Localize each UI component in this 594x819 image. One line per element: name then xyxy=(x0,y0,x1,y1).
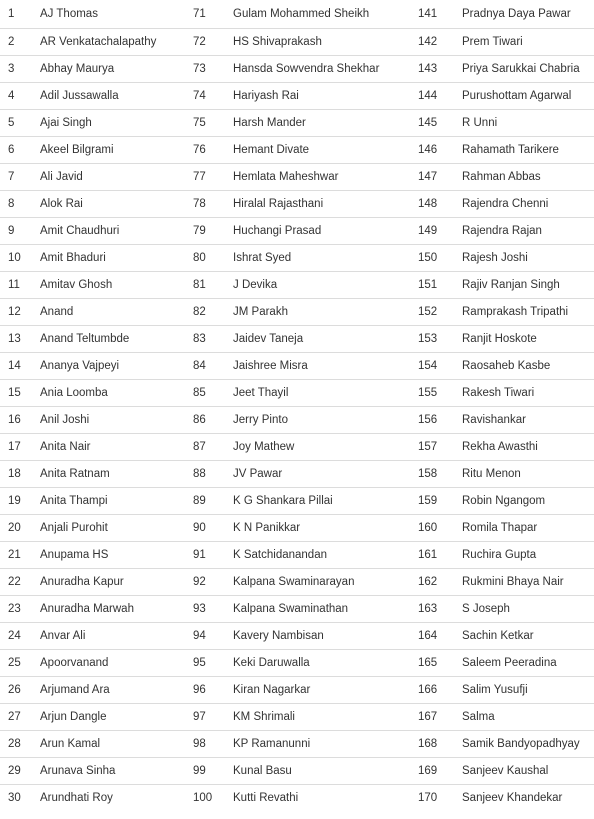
entry-name: Ramprakash Tripathi xyxy=(462,298,594,325)
entry-name: Samik Bandyopadhyay xyxy=(462,730,594,757)
entry-name: K G Shankara Pillai xyxy=(233,487,418,514)
entry-name: Kiran Nagarkar xyxy=(233,676,418,703)
entry-number: 91 xyxy=(193,541,233,568)
entry-name: Robin Ngangom xyxy=(462,487,594,514)
entry-number: 22 xyxy=(0,568,40,595)
entry-number: 154 xyxy=(418,352,462,379)
table-row xyxy=(0,541,594,568)
entry-number: 78 xyxy=(193,190,233,217)
table-row xyxy=(0,622,594,649)
entry-name: Akeel Bilgrami xyxy=(40,136,193,163)
entry-name: Rajendra Rajan xyxy=(462,217,594,244)
entry-name: Anand Teltumbde xyxy=(40,325,193,352)
table-row xyxy=(0,217,594,244)
entry-number: 71 xyxy=(193,1,233,28)
entry-number: 25 xyxy=(0,649,40,676)
entry-name: Hansda Sowvendra Shekhar xyxy=(233,55,418,82)
entry-number: 166 xyxy=(418,676,462,703)
entry-number: 94 xyxy=(193,622,233,649)
entry-name: Pradnya Daya Pawar xyxy=(462,1,594,28)
entry-name: AR Venkatachalapathy xyxy=(40,28,193,55)
entry-number: 80 xyxy=(193,244,233,271)
entry-number: 100 xyxy=(193,791,213,804)
entry-name: Rahman Abbas xyxy=(462,163,594,190)
entry-name: Kavery Nambisan xyxy=(233,622,418,649)
entry-name: JM Parakh xyxy=(233,298,418,325)
entry-number: 141 xyxy=(418,1,462,28)
entry-number: 147 xyxy=(418,163,462,190)
entry-number: 11 xyxy=(0,271,40,298)
entry-name: Prem Tiwari xyxy=(462,28,594,55)
entry-name: Hemant Divate xyxy=(233,136,418,163)
entry-name: Ravishankar xyxy=(462,406,594,433)
entry-number: 150 xyxy=(418,244,462,271)
entry-name: Salim Yusufji xyxy=(462,676,594,703)
entry-number: 155 xyxy=(418,379,462,406)
entry-number: 28 xyxy=(0,730,40,757)
entry-name: HS Shivaprakash xyxy=(233,28,418,55)
entry-name: KM Shrimali xyxy=(233,703,418,730)
entry-name: Kutti Revathi xyxy=(233,791,299,804)
table-row xyxy=(0,568,594,595)
entry-number: 158 xyxy=(418,460,462,487)
entry-name: Hariyash Rai xyxy=(233,82,418,109)
entry-number: 165 xyxy=(418,649,462,676)
entry-number: 143 xyxy=(418,55,462,82)
table-row xyxy=(0,325,594,352)
entry-name: Ania Loomba xyxy=(40,379,193,406)
entry-number: 30 xyxy=(8,791,21,804)
table-row xyxy=(0,730,594,757)
entry-number: 19 xyxy=(0,487,40,514)
entry-number: 92 xyxy=(193,568,233,595)
entry-name: Anita Ratnam xyxy=(40,460,193,487)
entry-name: Keki Daruwalla xyxy=(233,649,418,676)
entry-name: Amit Chaudhuri xyxy=(40,217,193,244)
entry-number: 13 xyxy=(0,325,40,352)
entry-name: Rakesh Tiwari xyxy=(462,379,594,406)
entry-name: K N Panikkar xyxy=(233,514,418,541)
table-row xyxy=(0,514,594,541)
entry-name: Joy Mathew xyxy=(233,433,418,460)
table-row xyxy=(0,784,594,811)
entry-name: Adil Jussawalla xyxy=(40,82,193,109)
entry-number: 9 xyxy=(0,217,40,244)
entry-number: 96 xyxy=(193,676,233,703)
names-table-body xyxy=(0,1,594,811)
entry-name: R Unni xyxy=(462,109,594,136)
entry-name: Rekha Awasthi xyxy=(462,433,594,460)
entry-name: Ajai Singh xyxy=(40,109,193,136)
entry-name: Jeet Thayil xyxy=(233,379,418,406)
entry-number: 95 xyxy=(193,649,233,676)
entry-number: 144 xyxy=(418,82,462,109)
entry-number: 90 xyxy=(193,514,233,541)
entry-number: 97 xyxy=(193,703,233,730)
entry-name: Romila Thapar xyxy=(462,514,594,541)
entry-number: 16 xyxy=(0,406,40,433)
entry-name: J Devika xyxy=(233,271,418,298)
entry-number: 167 xyxy=(418,703,462,730)
entry-name: Harsh Mander xyxy=(233,109,418,136)
entry-name: S Joseph xyxy=(462,595,594,622)
entry-name: Arunava Sinha xyxy=(40,757,193,784)
entry-number: 23 xyxy=(0,595,40,622)
entry-number: 83 xyxy=(193,325,233,352)
entry-number: 10 xyxy=(0,244,40,271)
entry-number: 157 xyxy=(418,433,462,460)
entry-number: 86 xyxy=(193,406,233,433)
entry-number: 149 xyxy=(418,217,462,244)
entry-number: 72 xyxy=(193,28,233,55)
entry-number: 79 xyxy=(193,217,233,244)
entry-number: 2 xyxy=(0,28,40,55)
table-row xyxy=(0,271,594,298)
entry-name: Priya Sarukkai Chabria xyxy=(462,55,594,82)
entry-number: 146 xyxy=(418,136,462,163)
entry-name: Rajiv Ranjan Singh xyxy=(462,271,594,298)
entry-name: Anita Thampi xyxy=(40,487,193,514)
entry-name: JV Pawar xyxy=(233,460,418,487)
entry-name: Anuradha Kapur xyxy=(40,568,193,595)
entry-number: 89 xyxy=(193,487,233,514)
entry-number: 8 xyxy=(0,190,40,217)
entry-number: 161 xyxy=(418,541,462,568)
entry-name: Arun Kamal xyxy=(40,730,193,757)
entry-name: Kalpana Swaminarayan xyxy=(233,568,418,595)
table-row xyxy=(0,1,594,28)
entry-number: 12 xyxy=(0,298,40,325)
entry-name: Saleem Peeradina xyxy=(462,649,594,676)
entry-number: 159 xyxy=(418,487,462,514)
entry-name: Ananya Vajpeyi xyxy=(40,352,193,379)
entry-name: Anil Joshi xyxy=(40,406,193,433)
entry-number: 88 xyxy=(193,460,233,487)
table-row xyxy=(0,649,594,676)
entry-name: Jerry Pinto xyxy=(233,406,418,433)
entry-name: Raosaheb Kasbe xyxy=(462,352,594,379)
table-row xyxy=(0,433,594,460)
table-row xyxy=(0,703,594,730)
entry-number: 29 xyxy=(0,757,40,784)
entry-name: Purushottam Agarwal xyxy=(462,82,594,109)
entry-name: Jaishree Misra xyxy=(233,352,418,379)
entry-name: Jaidev Taneja xyxy=(233,325,418,352)
entry-name: Sanjeev Khandekar xyxy=(462,791,563,804)
entry-number: 142 xyxy=(418,28,462,55)
entry-number: 98 xyxy=(193,730,233,757)
entry-name: Ruchira Gupta xyxy=(462,541,594,568)
entry-number: 93 xyxy=(193,595,233,622)
entry-name: Huchangi Prasad xyxy=(233,217,418,244)
entry-name: Amitav Ghosh xyxy=(40,271,193,298)
entry-name: Apoorvanand xyxy=(40,649,193,676)
table-row xyxy=(0,55,594,82)
entry-number: 14 xyxy=(0,352,40,379)
entry-name: Ranjit Hoskote xyxy=(462,325,594,352)
table-row xyxy=(0,676,594,703)
entry-name: Rahamath Tarikere xyxy=(462,136,594,163)
entry-number: 170 xyxy=(418,791,438,804)
table-row xyxy=(0,352,594,379)
entry-number: 6 xyxy=(0,136,40,163)
entry-number: 145 xyxy=(418,109,462,136)
entry-name: Anita Nair xyxy=(40,433,193,460)
entry-name: Amit Bhaduri xyxy=(40,244,193,271)
entry-number: 163 xyxy=(418,595,462,622)
entry-name: Ritu Menon xyxy=(462,460,594,487)
table-row xyxy=(0,757,594,784)
entry-number: 156 xyxy=(418,406,462,433)
entry-number: 3 xyxy=(0,55,40,82)
entry-number: 75 xyxy=(193,109,233,136)
entry-number: 152 xyxy=(418,298,462,325)
table-row xyxy=(0,244,594,271)
entry-number: 26 xyxy=(0,676,40,703)
entry-name: Arjun Dangle xyxy=(40,703,193,730)
entry-number: 148 xyxy=(418,190,462,217)
entry-name: Hemlata Maheshwar xyxy=(233,163,418,190)
entry-name: AJ Thomas xyxy=(40,1,193,28)
entry-name: Arundhati Roy xyxy=(40,791,113,804)
entry-number: 164 xyxy=(418,622,462,649)
entry-name: KP Ramanunni xyxy=(233,730,418,757)
entry-name: Ali Javid xyxy=(40,163,193,190)
table-row xyxy=(0,460,594,487)
table-row xyxy=(0,109,594,136)
entry-number: 160 xyxy=(418,514,462,541)
entry-number: 76 xyxy=(193,136,233,163)
table-row xyxy=(0,28,594,55)
entry-name: Anand xyxy=(40,298,193,325)
entry-name: Arjumand Ara xyxy=(40,676,193,703)
entry-number: 81 xyxy=(193,271,233,298)
table-row xyxy=(0,595,594,622)
entry-number: 1 xyxy=(0,1,40,28)
table-row xyxy=(0,379,594,406)
entry-name: Anjali Purohit xyxy=(40,514,193,541)
entry-number: 21 xyxy=(0,541,40,568)
entry-name: Rajesh Joshi xyxy=(462,244,594,271)
entry-name: Gulam Mohammed Sheikh xyxy=(233,1,418,28)
table-row xyxy=(0,82,594,109)
table-row xyxy=(0,298,594,325)
entry-name: Ishrat Syed xyxy=(233,244,418,271)
entry-name: Anvar Ali xyxy=(40,622,193,649)
table-row xyxy=(0,406,594,433)
entry-number: 27 xyxy=(0,703,40,730)
entry-number: 15 xyxy=(0,379,40,406)
entry-number: 169 xyxy=(418,757,462,784)
entry-name: Hiralal Rajasthani xyxy=(233,190,418,217)
entry-number: 162 xyxy=(418,568,462,595)
entry-name: Alok Rai xyxy=(40,190,193,217)
table-row xyxy=(0,163,594,190)
entry-name: Sanjeev Kaushal xyxy=(462,757,594,784)
entry-number: 85 xyxy=(193,379,233,406)
entry-name: Anupama HS xyxy=(40,541,193,568)
table-row xyxy=(0,136,594,163)
entry-name: Salma xyxy=(462,703,594,730)
entry-name: Kunal Basu xyxy=(233,757,418,784)
entry-name: Sachin Ketkar xyxy=(462,622,594,649)
entry-name: Rukmini Bhaya Nair xyxy=(462,568,594,595)
entry-number: 151 xyxy=(418,271,462,298)
entry-number: 18 xyxy=(0,460,40,487)
entry-name: Rajendra Chenni xyxy=(462,190,594,217)
entry-number: 20 xyxy=(0,514,40,541)
entry-number: 82 xyxy=(193,298,233,325)
entry-name: Abhay Maurya xyxy=(40,55,193,82)
table-row xyxy=(0,487,594,514)
entry-number: 4 xyxy=(0,82,40,109)
entry-number: 87 xyxy=(193,433,233,460)
entry-number: 99 xyxy=(193,757,233,784)
entry-number: 24 xyxy=(0,622,40,649)
entry-number: 168 xyxy=(418,730,462,757)
entry-number: 5 xyxy=(0,109,40,136)
entry-number: 7 xyxy=(0,163,40,190)
entry-name: Kalpana Swaminathan xyxy=(233,595,418,622)
entry-number: 153 xyxy=(418,325,462,352)
entry-number: 77 xyxy=(193,163,233,190)
names-table xyxy=(0,1,594,811)
entry-number: 84 xyxy=(193,352,233,379)
entry-number: 17 xyxy=(0,433,40,460)
table-row xyxy=(0,190,594,217)
entry-number: 74 xyxy=(193,82,233,109)
entry-number: 73 xyxy=(193,55,233,82)
entry-name: K Satchidanandan xyxy=(233,541,418,568)
entry-name: Anuradha Marwah xyxy=(40,595,193,622)
